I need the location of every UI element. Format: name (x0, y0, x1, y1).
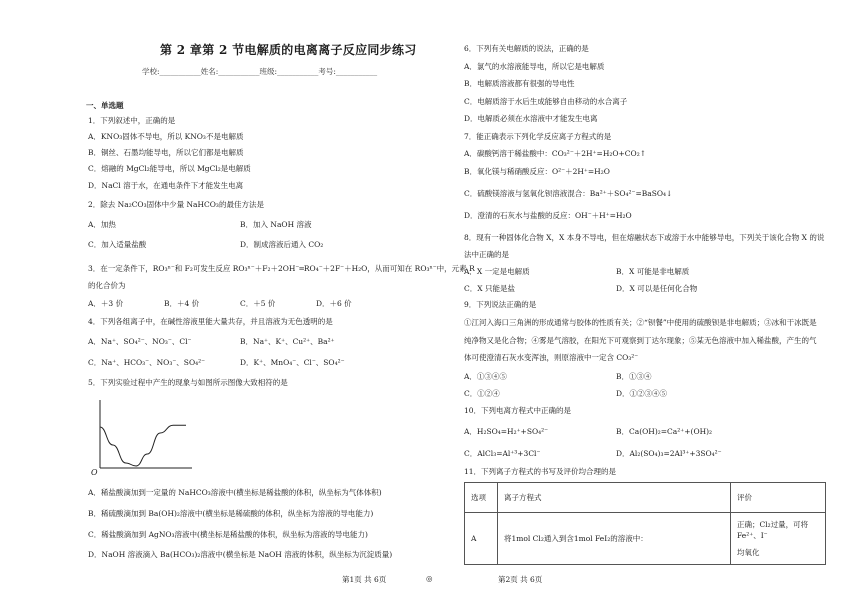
header-evaluation: 评价 (731, 483, 826, 513)
row-evaluation-line2: 均氧化 (737, 548, 760, 557)
q10-stem: 10．下列电离方程式中正确的是 (464, 406, 572, 415)
q8-option-d: D．X 可以是任何化合物 (616, 284, 698, 293)
q10-option-c: C．AlCl₃=Al⁺³+3Cl⁻ (464, 449, 541, 458)
q9-option-a: A．①③④⑤ (464, 372, 507, 381)
q2-stem: 2．除去 Na₂CO₃固体中少量 NaHCO₃的最佳方法是 (88, 200, 264, 209)
q2-option-a: A．加热 (88, 220, 116, 229)
q7-option-c: C．硫酸镁溶液与氢氧化钡溶液混合：Ba²⁺＋SO₄²⁻=BaSO₄↓ (464, 189, 673, 198)
q9-line3: 体可使澄清石灰水变浑浊，则原溶液中一定含 CO₃²⁻ (464, 353, 639, 362)
footer-separator-icon: ◎ (426, 574, 433, 583)
q9-option-b: B．①③④ (616, 372, 652, 381)
q11-table (464, 482, 826, 565)
q3-option-b: B．＋4 价 (164, 299, 200, 308)
q10-option-b: B．Ca(OH)₂=Ca²⁺+(OH)₂ (616, 427, 713, 436)
row-evaluation (731, 513, 826, 565)
q11-stem: 11．下列离子方程式的书写及评价均合理的是 (464, 467, 617, 476)
q3-option-a: A．＋3 价 (88, 299, 124, 308)
q6-option-a: A．氯气的水溶液能导电，所以它是电解质 (464, 62, 605, 71)
q2-option-b: B．加入 NaOH 溶液 (240, 220, 312, 229)
q3-stem-line2: 的化合价为 (88, 281, 126, 290)
q9-stem: 9．下列说法正确的是 (464, 300, 537, 309)
q10-option-d: D．Al₂(SO₄)₃=2Al³⁺+3SO₄²⁻ (616, 449, 722, 458)
q8-option-b: B．X 可能是非电解质 (616, 267, 690, 276)
q7-option-d: D．澄清的石灰水与盐酸的反应：OH⁻＋H⁺=H₂O (464, 211, 632, 220)
q1-option-d: D．NaCl 溶于水，在通电条件下才能发生电离 (88, 181, 244, 190)
q8-option-a: A．X 一定是电解质 (464, 267, 530, 276)
q1-option-b: B．铜丝、石墨均能导电，所以它们都是电解质 (88, 148, 244, 157)
q9-option-d: D．①②③④⑤ (616, 389, 668, 398)
q3-stem-line1: 3．在一定条件下，RO₃ⁿ⁻和 F₂可发生反应 RO₃ⁿ⁻＋F₂＋2OH⁻═RO₄⁻＋2F⁻＋H₂O，从而可知在 RO₃ⁿ⁻中，元素 R (88, 264, 475, 273)
table-row (465, 513, 826, 565)
q7-stem: 7．能正确表示下列化学反应离子方程式的是 (464, 132, 612, 141)
q5-option-b: B．稀硫酸滴加到 Ba(OH)₂溶液中(横坐标是稀硫酸的体积，纵坐标为溶液的导电能力) (88, 509, 374, 518)
q6-stem: 6．下列有关电解质的说法，正确的是 (464, 44, 589, 53)
q2-option-d: D．制成溶液后通入 CO₂ (240, 240, 324, 249)
q10-option-a: A．H₂SO₄=H₂⁺+SO₄²⁻ (464, 427, 549, 436)
q9-line1: ①江河入海口三角洲的形成通常与胶体的性质有关；②“钡餐”中使用的硫酸钡是非电解质；③冰和干冰既是 (464, 318, 817, 327)
q4-option-c: C．Na⁺、HCO₃⁻、NO₃⁻、SO₄²⁻ (88, 358, 206, 367)
footer-page-left: 第1页 共 6页 (342, 575, 387, 584)
q5-option-a: A．稀盐酸滴加到一定量的 NaHCO₃溶液中(横坐标是稀盐酸的体积，纵坐标为气体体积) (88, 488, 382, 497)
q6-option-d: D．电解质必须在水溶液中才能发生电离 (464, 114, 598, 123)
q3-option-d: D．＋6 价 (316, 299, 352, 308)
row-equation: 将1mol Cl₂通入到含1mol FeI₂的溶液中： (498, 513, 731, 565)
q4-stem: 4．下列各组离子中，在碱性溶液里能大量共存，并且溶液为无色透明的是 (88, 317, 333, 326)
q1-option-a: A．KNO₃固体不导电，所以 KNO₃不是电解质 (88, 132, 244, 141)
q7-option-b: B．氧化镁与稀硝酸反应：O²⁻＋2H⁺=H₂O (464, 167, 610, 176)
q9-line2: 纯净物又是化合物；④雾是气溶胶，在阳光下可观察到丁达尔现象；⑤某无色溶液中加入稀盐酸，产生的气 (464, 336, 817, 345)
q6-option-b: B．电解质溶液都有很强的导电性 (464, 79, 575, 88)
q3-option-c: C．＋5 价 (240, 299, 276, 308)
origin-label: O (91, 468, 98, 477)
header-equation: 离子方程式 (498, 483, 731, 513)
q9-option-c: C．①②④ (464, 389, 500, 398)
q4-option-d: D．K⁺、MnO₄⁻、Cl⁻、SO₄²⁻ (240, 358, 345, 367)
q6-option-c: C．电解质溶于水后生成能够自由移动的水合离子 (464, 97, 628, 106)
q1-option-c: C．熔融的 MgCl₂能导电，所以 MgCl₂是电解质 (88, 164, 251, 173)
q8-option-c: C．X 只能是盐 (464, 284, 515, 293)
page-title: 第 2 章第 2 节电解质的电离离子反应同步练习 (160, 43, 417, 57)
q4-option-b: B．Na⁺、K⁺、Cu²⁺、Ba²⁺ (240, 337, 335, 346)
student-info-line: 学校:___________姓名:___________班级:___________考号:___________ (142, 67, 378, 76)
q8-stem-line2: 法中正确的是 (464, 250, 509, 259)
section-heading: 一、单选题 (86, 101, 124, 110)
q5-stem: 5．下列实验过程中产生的现象与如图所示图像大致相符的是 (88, 378, 288, 387)
row-option: A (465, 513, 498, 565)
q2-option-c: C．加入适量盐酸 (88, 240, 147, 249)
q7-option-a: A．碳酸钙溶于稀盐酸中：CO₃²⁻＋2H⁺=H₂O+CO₂↑ (464, 149, 646, 158)
table-header-row (465, 483, 826, 513)
header-option: 选项 (465, 483, 498, 513)
series-line (100, 425, 186, 466)
q5-option-c: C．稀盐酸滴加到 AgNO₃溶液中(横坐标是稀盐酸的体积，纵坐标为溶液的导电能力) (88, 530, 368, 539)
row-evaluation-line1: 正确；Cl₂过量，可将 Fe²⁺、I⁻ (737, 520, 809, 540)
q5-figure-chart (94, 398, 194, 476)
q8-stem-line1: 8．现有一种固体化合物 X，X 本身不导电，但在熔融状态下或溶于水中能够导电，下列关于该化合物 X 的说 (464, 233, 825, 242)
footer-page-right: 第2页 共 6页 (498, 575, 543, 584)
q1-stem: 1．下列叙述中，正确的是 (88, 116, 176, 125)
q4-option-a: A．Na⁺、SO₄²⁻、NO₃⁻、Cl⁻ (88, 337, 192, 346)
q5-option-d: D．NaOH 溶液滴入 Ba(HCO₃)₂溶液中(横坐标是 NaOH 溶液的体积，纵坐标为沉淀质量) (88, 550, 393, 559)
